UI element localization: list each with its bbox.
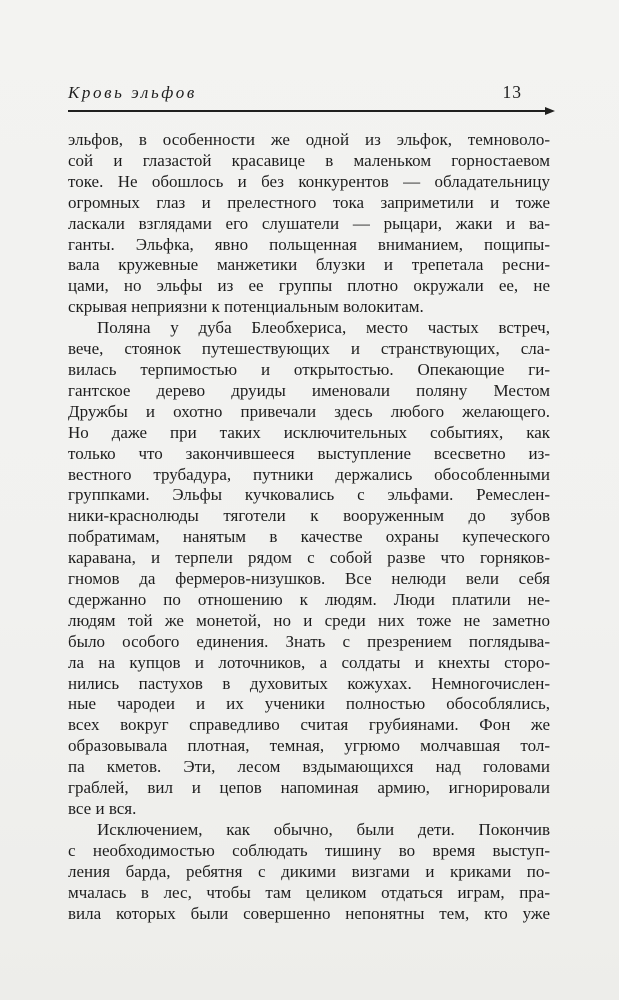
- text-line: вила которых были совершенно непонятны тем, кто уже: [68, 903, 550, 923]
- page-header: [68, 82, 550, 104]
- text-line: с необходимостью соблюдать тишину во время выступ-: [68, 840, 550, 860]
- text-line: вала кружевные манжетики блузки и трепетала ресни-: [68, 255, 550, 275]
- text-line: каравана, и терпели рядом с собой разве что горняков-: [68, 548, 550, 568]
- header-rule: [68, 110, 546, 112]
- text-line: ла на купцов и лоточников, а солдаты и кнехты сторо-: [68, 652, 550, 672]
- body-text: [68, 130, 550, 924]
- running-title: Кровь эльфов: [68, 83, 197, 102]
- text-line: все и вся.: [68, 799, 137, 818]
- text-line: гномов да фермеров-низушков. Все нелюди вели себя: [68, 569, 550, 589]
- text-line: ласкали взглядами его слушатели — рыцари, жаки и ва-: [68, 213, 550, 233]
- text-line: вестного трубадура, путники держались обособленными: [68, 464, 550, 484]
- text-line: образовывала плотная, темная, угрюмо молчавшая тол-: [68, 736, 550, 756]
- text-line: Исключением, как обычно, были дети. Покончив: [97, 819, 550, 839]
- text-line: мчалась в лес, чтобы там целиком отдаться играм, пра-: [68, 882, 550, 902]
- text-line: па кметов. Эти, лесом вздымающихся над головами: [68, 757, 550, 777]
- text-line: ники-краснолюды тяготели к вооруженным до зубов: [68, 506, 550, 526]
- page-content: [68, 82, 550, 924]
- text-line: вилась терпимостью и открытостью. Опекающие ги-: [68, 359, 550, 379]
- text-line: скрывая неприязни к потенциальным волокитам.: [68, 297, 424, 317]
- page-number: 13: [502, 82, 522, 102]
- text-line: сой и глазастой красавице в маленьком горностаевом: [68, 150, 550, 170]
- text-line: побратимам, нанятым в качестве охраны купеческого: [68, 527, 550, 547]
- text-line: цами, но эльфы из ее группы плотно окружали ее, не: [68, 276, 550, 296]
- text-line: гантское дерево друиды именовали поляну Местом: [68, 380, 550, 400]
- text-line: Дружбы и охотно привечали здесь любого желающего.: [68, 401, 550, 421]
- text-line: нились пастухов в духовитых кожухах. Немногочислен-: [68, 673, 550, 693]
- text-line: ления барда, ребятня с дикими визгами и криками по-: [68, 861, 550, 881]
- text-line: ные чародеи и их ученики полностью обособлялись,: [68, 694, 550, 714]
- text-line: сдержанно по отношению к людям. Люди платили не-: [68, 589, 550, 609]
- arrow-right-icon: [545, 107, 555, 115]
- text-line: было особого единения. Знать с презрением поглядыва-: [68, 631, 550, 651]
- text-line: Поляна у дуба Блеобхериса, место частых встреч,: [97, 318, 550, 338]
- text-line: группками. Эльфы кучковались с эльфами. Ремеслен-: [68, 485, 550, 505]
- text-line: граблей, вил и цепов напоминая армию, игнорировали: [68, 778, 550, 798]
- text-line: вече, стоянок путешествующих и странствующих, сла-: [68, 339, 550, 359]
- text-line: огромных глаз и прелестного тока заприметили и тоже: [68, 192, 550, 212]
- text-line: эльфов, в особенности же одной из эльфок, темноволо-: [68, 130, 550, 149]
- text-line: только что закончившееся выступление всесветно из-: [68, 443, 550, 463]
- text-line: токе. Не обошлось и без конкурентов — обладательницу: [68, 171, 550, 191]
- text-line: ганты. Эльфка, явно польщенная вниманием, пощипы-: [68, 234, 550, 254]
- text-line: людям той же монетой, но и среди них тоже не заметно: [68, 610, 550, 630]
- text-line: Но даже при таких исключительных событиях, как: [68, 422, 550, 442]
- text-line: всех вокруг справедливо считая грубиянами. Фон же: [68, 715, 550, 735]
